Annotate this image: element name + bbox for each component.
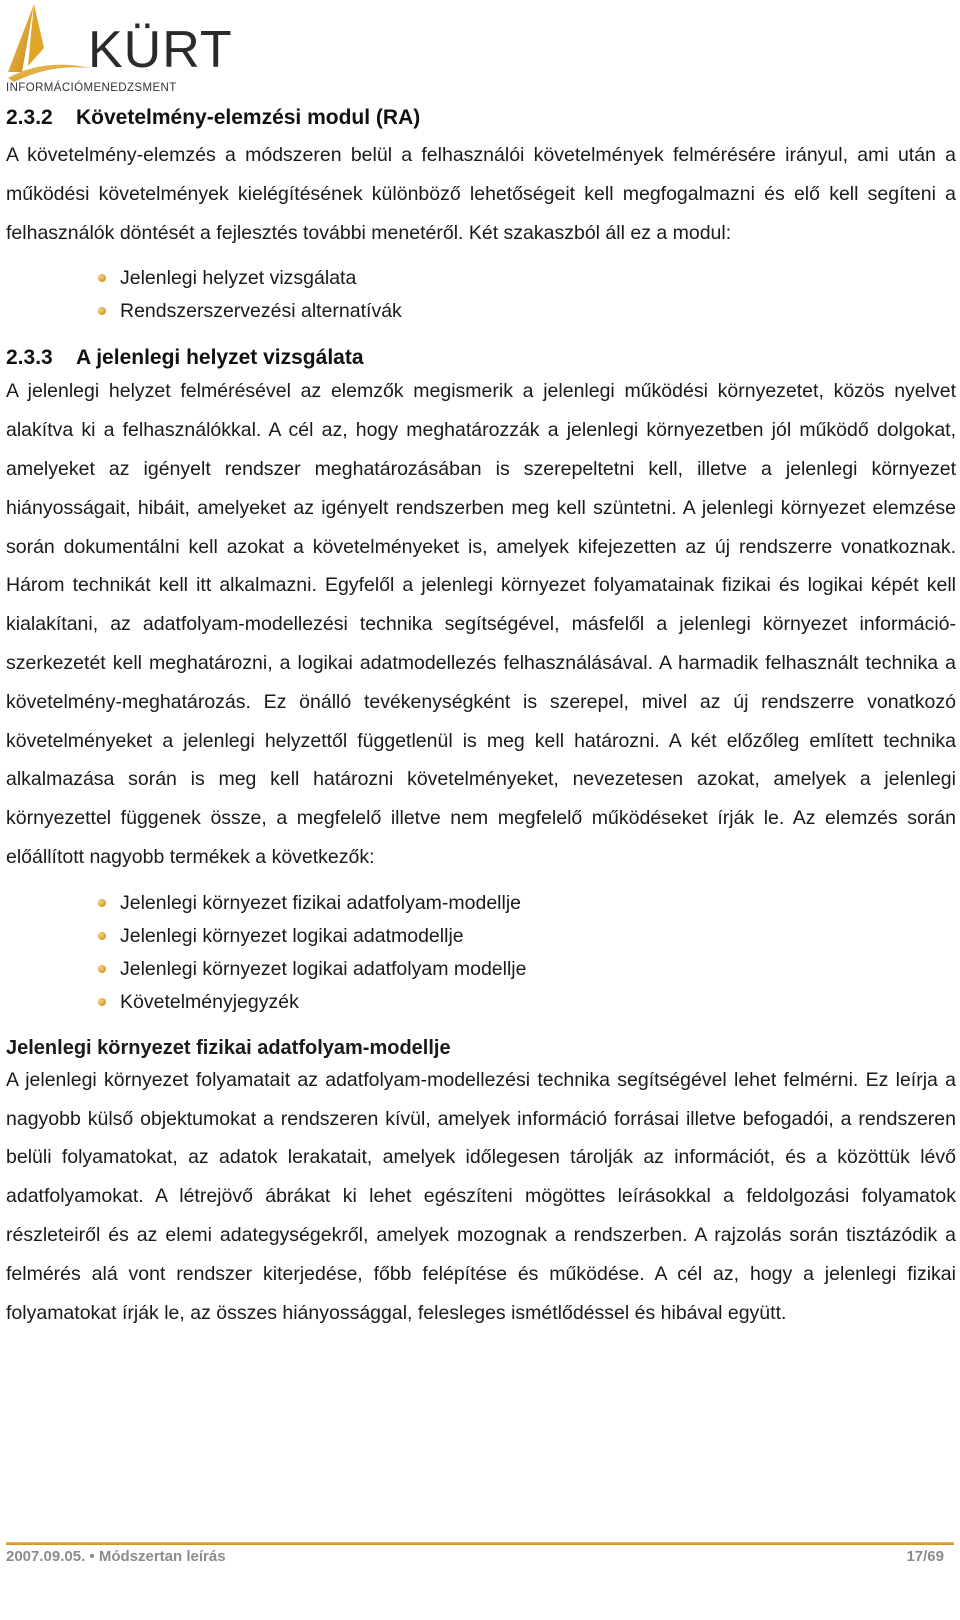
list-item: Rendszerszervezési alternatívák — [98, 295, 956, 328]
section-title: Követelmény-elemzési modul (RA) — [76, 106, 421, 129]
list-item: Jelenlegi környezet fizikai adatfolyam-modellje — [98, 887, 956, 920]
document-body — [6, 104, 956, 1332]
footer-date-title: 2007.09.05. • Módszertan leírás — [6, 1548, 226, 1565]
logo-mark-icon — [4, 2, 94, 84]
section-heading-2-3-2 — [6, 104, 956, 132]
subsection-heading: Jelenlegi környezet fizikai adatfolyam-modellje — [6, 1036, 451, 1059]
list-item: Jelenlegi helyzet vizsgálata — [98, 262, 956, 295]
section-heading-2-3-3 — [6, 344, 956, 372]
bullet-icon — [98, 932, 106, 940]
logo-wordmark: KÜRT — [88, 21, 233, 79]
list-item: Követelményjegyzék — [98, 986, 956, 1019]
bullet-icon — [98, 307, 106, 315]
list-item: Jelenlegi környezet logikai adatfolyam modellje — [98, 953, 956, 986]
company-logo — [4, 2, 233, 98]
bullet-icon — [98, 998, 106, 1006]
bullet-list — [6, 887, 956, 1019]
logo-tagline: INFORMÁCIÓMENEDZSMENT — [6, 82, 177, 94]
section-number: 2.3.2 — [6, 106, 53, 129]
bullet-list — [6, 262, 956, 328]
section-paragraph: A követelmény-elemzés a módszeren belül a felhasználói követelmények felmérésére irányul, ami után a működési követelmények kielégítésének különböző lehetőségeit kell megfogalmazni és elő kell segíteni a felhasználók döntését a fejlesztés további menetéről. Két szakaszból áll ez a modul: — [6, 144, 956, 244]
bullet-icon — [98, 965, 106, 973]
section-paragraph: A jelenlegi helyzet felmérésével az elemzők megismerik a jelenlegi működési környezetet, közös nyelvet alakítva ki a felhasználókkal. A cél az, hogy meghatározzák a jelenlegi környezetben jól működő dolgokat, amelyeket az igényelt rendszer meghatározásában is szerepeltetni kell, illetve a jelenlegi környezet hiányosságait, hibáit, amelyeket az igényelt rendszerben meg kell szüntetni. A jelenlegi környezet elemzése során dokumentálni kell azokat a követelményeket is, amelyek kifejezetten az új rendszerre vonatkoznak. Három technikát kell itt alkalmazni. Egyfelől a jelenlegi környezet folyamatainak fizikai és logikai képét kell kialakítani, az adatfolyam-modellezési technika segítségével, másfelől a jelenlegi környezet információ-szerkezetét kell meghatározni, a logikai adatmodellezés felhasználásával. A harmadik felhasznált technika a követelmény-meghatározás. Ez önálló tevékenységként is szerepel, mivel az új rendszerre vonatkozó követelményeket a jelenlegi helyzettől függetlenül is meg kell határozni. A két előzőleg említett technika alkalmazása során is meg kell határozni követelményeket, nevezetesen azokat, amelyek a jelenlegi környezettel függenek össze, a megfelelő illetve nem megfelelő működéseket írják le. Az elemzés során előállított nagyobb termékek a következők: — [6, 380, 956, 868]
page-number: 17/69 — [906, 1548, 944, 1565]
subsection-paragraph: A jelenlegi környezet folyamatait az adatfolyam-modellezési technika segítségével lehet felmérni. Ez leírja a nagyobb külső objektumokat a rendszeren kívül, amelyek információ forrásai illetve befogadói, a rendszeren belüli folyamatokat, az adatok lerakatait, amelyek időlegesen tárolják az információt, és a közöttük lévő adatfolyamokat. A létrejövő ábrákat ki lehet egészíteni mögöttes leírásokkal a feldolgozási folyamatok részleteiről és az elemi adategységekről, amelyek mozognak a rendszerben. A rajzolás során tisztázódik a felmérés alá vont rendszer kiterjedése, főbb felépítése és működése. A cél az, hogy a jelenlegi fizikai folyamatokat írják le, az összes hiányossággal, felesleges ismétlődéssel és hibával együtt. — [6, 1068, 956, 1324]
footer-divider — [6, 1542, 954, 1545]
bullet-icon — [98, 899, 106, 907]
section-number: 2.3.3 — [6, 346, 53, 370]
bullet-icon — [98, 274, 106, 282]
section-title: A jelenlegi helyzet vizsgálata — [76, 346, 364, 370]
list-item: Jelenlegi környezet logikai adatmodellje — [98, 920, 956, 953]
